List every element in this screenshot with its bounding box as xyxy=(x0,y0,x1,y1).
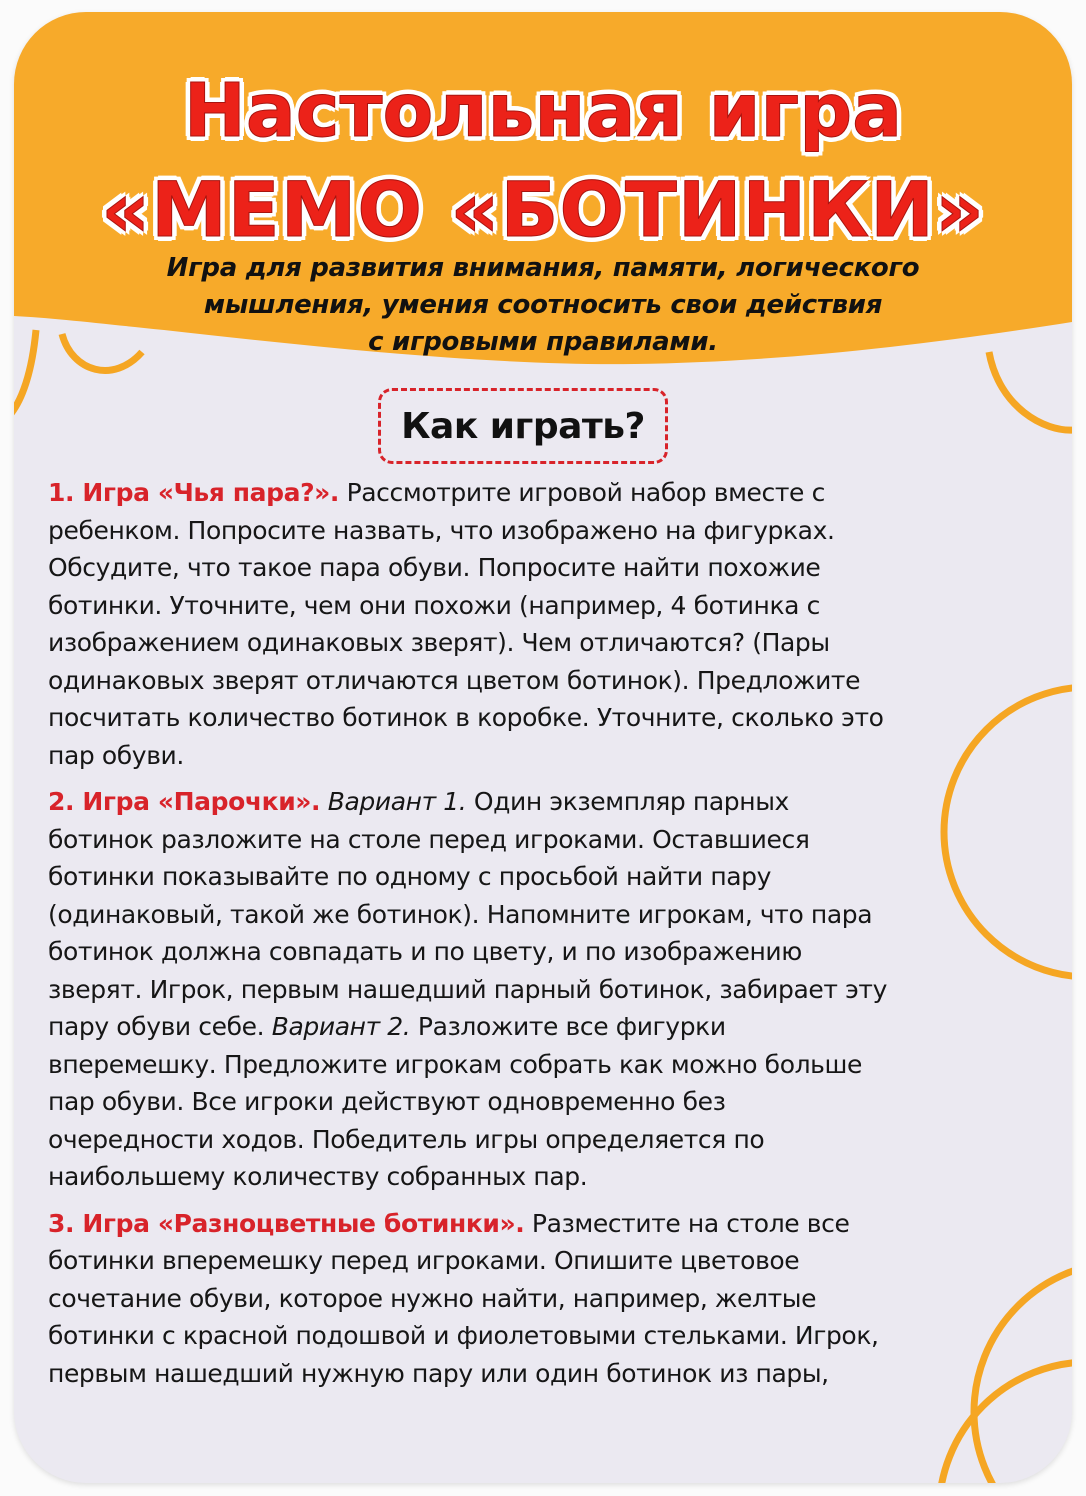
rule-text: Рассмотрите игровой набор вместе с xyxy=(339,478,825,507)
rule-1 xyxy=(48,474,1048,774)
rule-text: ботинки. Уточните, чем они похожи (например, 4 ботинка с xyxy=(48,590,820,620)
rule-text: наибольшему количеству собранных пар. xyxy=(48,1162,588,1191)
how-to-play-box xyxy=(378,388,668,464)
rule-text: зверят. Игрок, первым нашедший парный ботинок, забирает эту xyxy=(48,974,887,1004)
rule-text: вперемешку. Предложите игрокам собрать как можно больше xyxy=(48,1049,862,1079)
subtitle-line: с игровыми правилами. xyxy=(368,327,718,357)
rules-list xyxy=(48,474,1048,1401)
rule-heading: 2. Игра «Парочки». xyxy=(48,787,321,816)
rule-text: посчитать количество ботинок в коробке. Уточните, сколько это xyxy=(48,703,884,732)
rule-text: ботинки вперемешку перед игроками. Опишите цветовое xyxy=(48,1246,800,1275)
rule-text: ботинки показывайте по одному с просьбой найти пару xyxy=(48,862,772,891)
rule-text: Обсудите, что такое пара обуви. Попросите найти похожие xyxy=(48,553,821,582)
rule-text: пару обуви себе. xyxy=(48,1012,265,1041)
rule-text: изображением одинаковых зверят). Чем отличаются? (Пары xyxy=(48,628,830,657)
rule-text: сочетание обуви, которое нужно найти, например, желтые xyxy=(48,1283,817,1313)
rule-3 xyxy=(48,1205,1048,1393)
rule-text: Разложите все фигурки xyxy=(410,1012,726,1041)
subtitle xyxy=(74,250,1012,361)
rule-text: ботинок должна совпадать и по цвету, и по изображению xyxy=(48,937,802,966)
title-line-2: «МЕМО «БОТИНКИ» xyxy=(101,165,985,254)
rule-text: ребенком. Попросите назвать, что изображено на фигурках. xyxy=(48,515,835,545)
how-to-play-heading: Как играть? xyxy=(401,405,645,447)
rule-text: одинаковых зверят отличаются цветом ботинок). Предложите xyxy=(48,665,861,695)
rule-text: ботинки с красной подошвой и фиолетовыми стельками. Игрок, xyxy=(48,1321,879,1350)
variant-label: Вариант 1. xyxy=(320,787,467,816)
subtitle-line: мышления, умения соотносить свои действия xyxy=(203,290,883,320)
title-line-1: Настольная игра xyxy=(183,68,903,154)
subtitle-line: Игра для развития внимания, памяти, логического xyxy=(166,253,920,283)
rule-2 xyxy=(48,783,1048,1196)
rule-text: Один экземпляр парных xyxy=(466,787,789,816)
rule-text: пар обуви. xyxy=(48,740,184,770)
rule-text: очередности ходов. Победитель игры определяется по xyxy=(48,1124,765,1154)
rules-card xyxy=(14,12,1072,1483)
rule-text: пар обуви. Все игроки действуют одновременно без xyxy=(48,1087,726,1116)
rule-text: Разместите на столе все xyxy=(524,1208,850,1238)
rule-text: (одинаковый, такой же ботинок). Напомните игрокам, что пара xyxy=(48,899,873,929)
rule-text: ботинок разложите на столе перед игроками. Оставшиеся xyxy=(48,824,810,854)
rule-text: первым нашедший нужную пару или один ботинок из пары, xyxy=(48,1358,829,1388)
rule-heading: 3. Игра «Разноцветные ботинки». xyxy=(48,1208,525,1238)
variant-label: Вариант 2. xyxy=(264,1012,411,1041)
rule-heading: 1. Игра «Чья пара?». xyxy=(48,478,340,507)
